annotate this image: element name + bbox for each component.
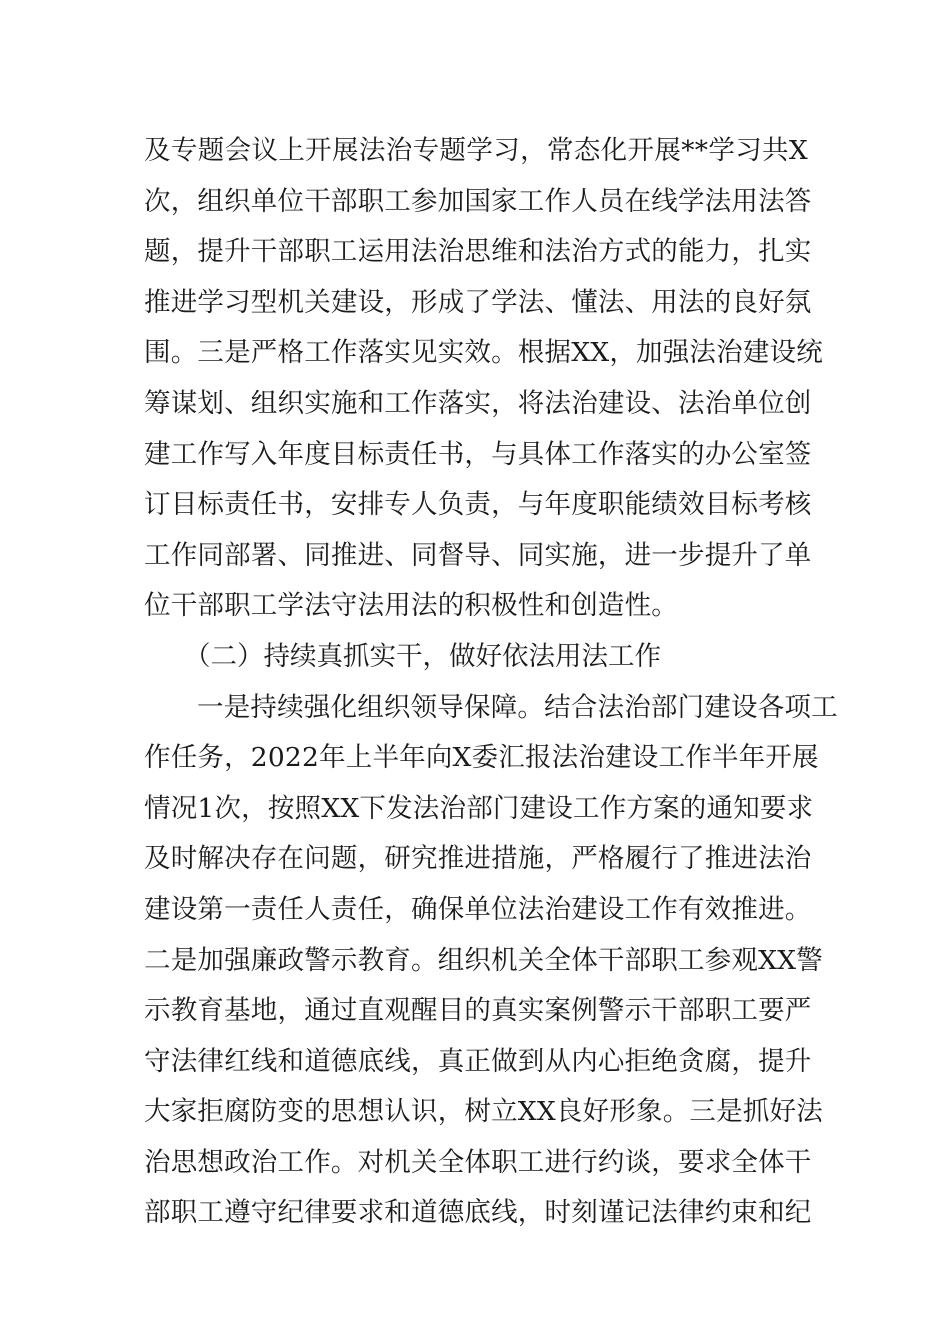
- text-line: 二是加强廉政警示教育。组织机关全体干部职工参观XX警: [144, 944, 823, 976]
- text-line: 建工作写入年度目标责任书，与具体工作落实的办公室签: [144, 438, 812, 470]
- text-line: 位干部职工学法守法用法的积极性和创造性。: [144, 590, 678, 622]
- text-line: 推进学习型机关建设，形成了学法、懂法、用法的良好氛: [144, 286, 812, 318]
- text-line: 大家拒腐防变的思想认识，树立XX良好形象。三是抓好法: [144, 1096, 823, 1128]
- text-line: 题，提升干部职工运用法治思维和法治方式的能力，扎实: [144, 236, 812, 268]
- text-line: 建设第一责任人责任，确保单位法治建设工作有效推进。: [144, 893, 812, 925]
- text-line: 筹谋划、组织实施和工作落实，将法治建设、法治单位创: [144, 387, 812, 419]
- text-line: 次，组织单位干部职工参加国家工作人员在线学法用法答: [144, 185, 812, 217]
- text-line: 部职工遵守纪律要求和道德底线，时刻谨记法律约束和纪: [144, 1197, 812, 1229]
- text-line: 订目标责任书，安排专人负责，与年度职能绩效目标考核: [144, 489, 812, 521]
- text-line: 围。三是严格工作落实见实效。根据XX，加强法治建设统: [144, 337, 823, 369]
- text-line: 一是持续强化组织领导保障。结合法治部门建设各项工: [197, 691, 838, 723]
- paragraph-1: [144, 126, 823, 632]
- text-line: 情况1次，按照XX下发法治部门建设工作方案的通知要求: [144, 792, 814, 824]
- text-line: 工作同部署、同推进、同督导、同实施，进一步提升了单: [144, 539, 812, 571]
- text-line: 治思想政治工作。对机关全体职工进行约谈，要求全体干: [144, 1146, 812, 1178]
- text-line: 及专题会议上开展法治专题学习，常态化开展**学习共X: [144, 135, 808, 166]
- document-page: [144, 126, 838, 1239]
- text-line: 及时解决存在问题，研究推进措施，严格履行了推进法治: [144, 843, 812, 875]
- text-line: 示教育基地，通过直观醒目的真实案例警示干部职工要严: [144, 995, 812, 1027]
- text-line: 作任务，2022年上半年向X委汇报法治建设工作半年开展: [144, 742, 819, 774]
- section-heading: （二）持续真抓实干，做好依法用法工作: [184, 640, 661, 672]
- paragraph-2: [144, 683, 838, 1240]
- text-line: 守法律红线和道德底线，真正做到从内心拒绝贪腐，提升: [144, 1045, 812, 1077]
